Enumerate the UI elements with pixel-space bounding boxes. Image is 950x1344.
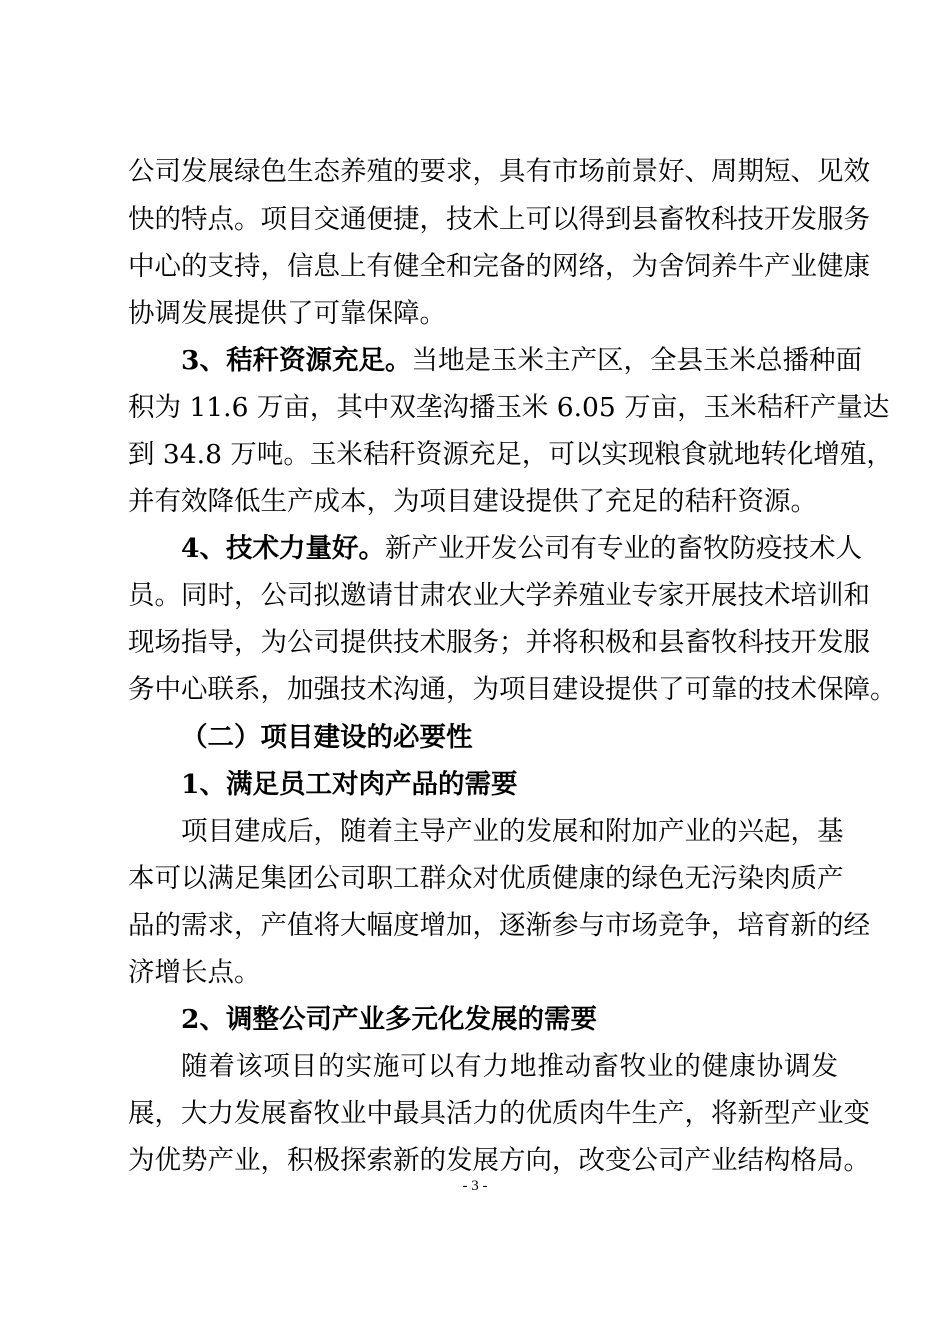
- paragraph-line: 到 34.8 万吨。玉米秸秆资源充足，可以实现粮食就地转化增殖，: [128, 439, 893, 470]
- subsection-heading: 1、满足员工对肉产品的需要: [181, 769, 518, 800]
- subsection-heading: 2、调整公司产业多元化发展的需要: [181, 1004, 597, 1035]
- paragraph-line: 项目建成后，随着主导产业的发展和附加产业的兴起，基: [181, 816, 844, 847]
- paragraph-line: 员。同时，公司拟邀请甘肃农业大学养殖业专家开展技术培训和: [128, 580, 870, 611]
- paragraph-line: 现场指导，为公司提供技术服务；并将积极和县畜牧科技开发服: [128, 627, 870, 658]
- paragraph-line: 为优势产业，积极探索新的发展方向，改变公司产业结构格局。: [128, 1145, 870, 1176]
- paragraph-line: 公司发展绿色生态养殖的要求，具有市场前景好、周期短、见效: [128, 156, 870, 187]
- point-4-heading: 4、技术力量好。: [181, 533, 385, 564]
- section-heading: （二）项目建设的必要性: [181, 722, 473, 753]
- paragraph-line: 协调发展提供了可靠保障。: [128, 298, 446, 329]
- paragraph-line: 本可以满足集团公司职工群众对优质健康的绿色无污染肉质产: [128, 863, 844, 894]
- point-4-line: 4、技术力量好。新产业开发公司有专业的畜牧防疫技术人: [181, 533, 862, 564]
- paragraph-line: 展，大力发展畜牧业中最具活力的优质肉牛生产，将新型产业变: [128, 1098, 870, 1129]
- paragraph-line: 积为 11.6 万亩，其中双垄沟播玉米 6.05 万亩，玉米秸秆产量达: [128, 392, 890, 423]
- paragraph-line: 务中心联系，加强技术沟通，为项目建设提供了可靠的技术保障。: [128, 674, 897, 705]
- paragraph-line: 品的需求，产值将大幅度增加，逐渐参与市场竞争，培育新的经: [128, 910, 870, 941]
- paragraph-line: 济增长点。: [128, 957, 261, 988]
- point-3-line: 3、秸秆资源充足。当地是玉米主产区，全县玉米总播种面: [181, 345, 862, 376]
- page-number: - 3 -: [462, 1178, 488, 1194]
- paragraph-line: 随着该项目的实施可以有力地推动畜牧业的健康协调发: [181, 1051, 838, 1082]
- paragraph-line: 并有效降低生产成本，为项目建设提供了充足的秸秆资源。: [128, 486, 817, 517]
- paragraph-line: 中心的支持，信息上有健全和完备的网络，为舍饲养牛产业健康: [128, 251, 870, 282]
- point-3-heading: 3、秸秆资源充足。: [181, 345, 412, 376]
- paragraph-line: 快的特点。项目交通便捷，技术上可以得到县畜牧科技开发服务: [128, 204, 870, 235]
